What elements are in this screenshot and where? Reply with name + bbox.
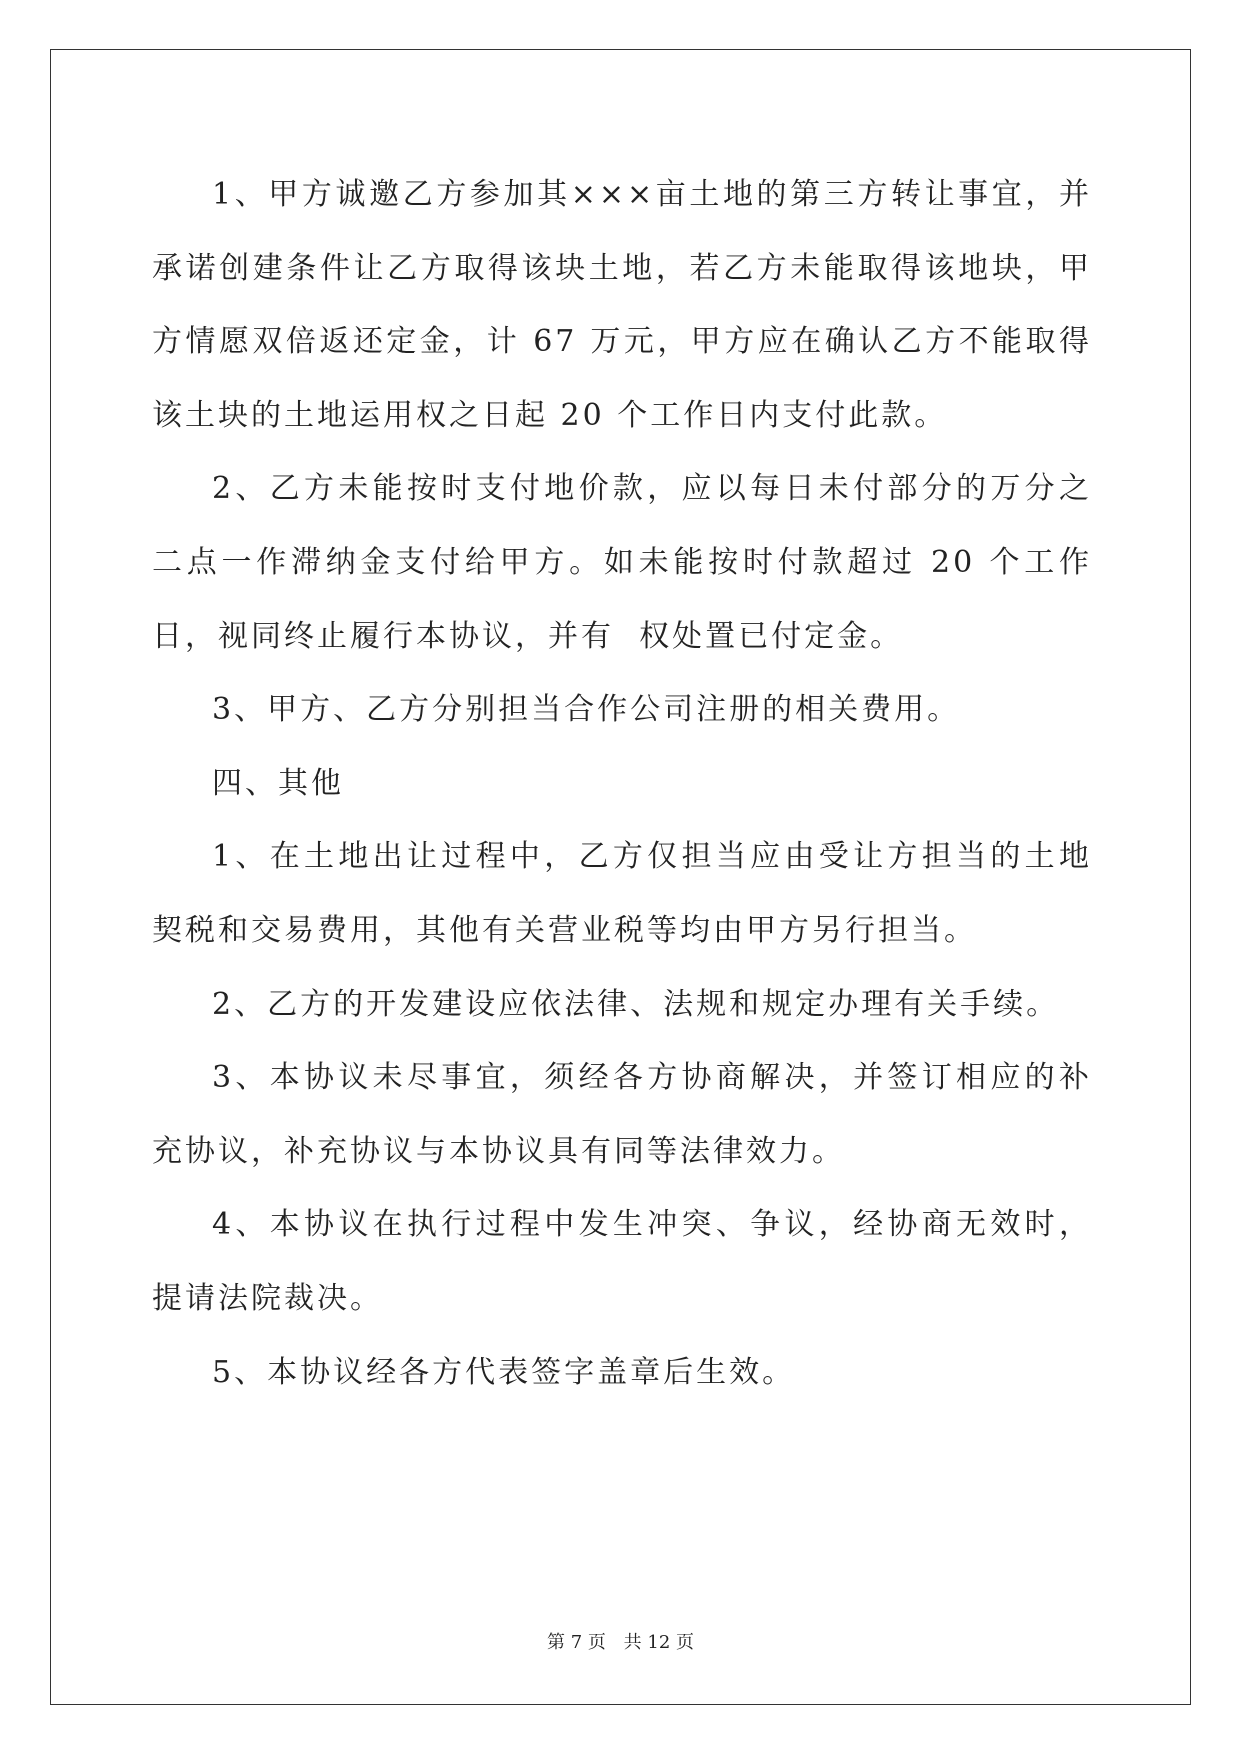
- document-body: [152, 158, 1092, 1409]
- paragraph: 4、本协议在执行过程中发生冲突、争议，经协商无效时，提请法院裁决。: [152, 1207, 1092, 1316]
- paragraph: 5、本协议经各方代表签字盖章后生效。: [212, 1354, 796, 1390]
- section-heading: 四、其他: [212, 765, 344, 801]
- page-total: 共 12 页: [623, 1632, 694, 1653]
- paragraph: 3、本协议未尽事宜，须经各方协商解决，并签订相应的补充协议，补充协议与本协议具有同等法律效力。: [152, 1060, 1092, 1169]
- page-footer: [0, 1628, 1241, 1654]
- paragraph: 2、乙方的开发建设应依法律、法规和规定办理有关手续。: [212, 986, 1060, 1022]
- page-number: 第 7 页: [547, 1632, 606, 1653]
- paragraph: 3、甲方、乙方分别担当合作公司注册的相关费用。: [212, 692, 961, 728]
- paragraph: 2、乙方未能按时支付地价款，应以每日未付部分的万分之二点一作滞纳金支付给甲方。如未能按时付款超过 20 个工作日，视同终止履行本协议，并有 权处置已付定金。: [152, 471, 1092, 654]
- paragraph: 1、甲方诚邀乙方参加其×××亩土地的第三方转让事宜，并承诺创建条件让乙方取得该块土地，若乙方未能取得该地块，甲方情愿双倍返还定金，计 67 万元，甲方应在确认乙方不能取得该土块的土地运用权之日起 20 个工作日内支付此款。: [152, 177, 1092, 433]
- paragraph: 1、在土地出让过程中，乙方仅担当应由受让方担当的土地契税和交易费用，其他有关营业税等均由甲方另行担当。: [152, 839, 1092, 948]
